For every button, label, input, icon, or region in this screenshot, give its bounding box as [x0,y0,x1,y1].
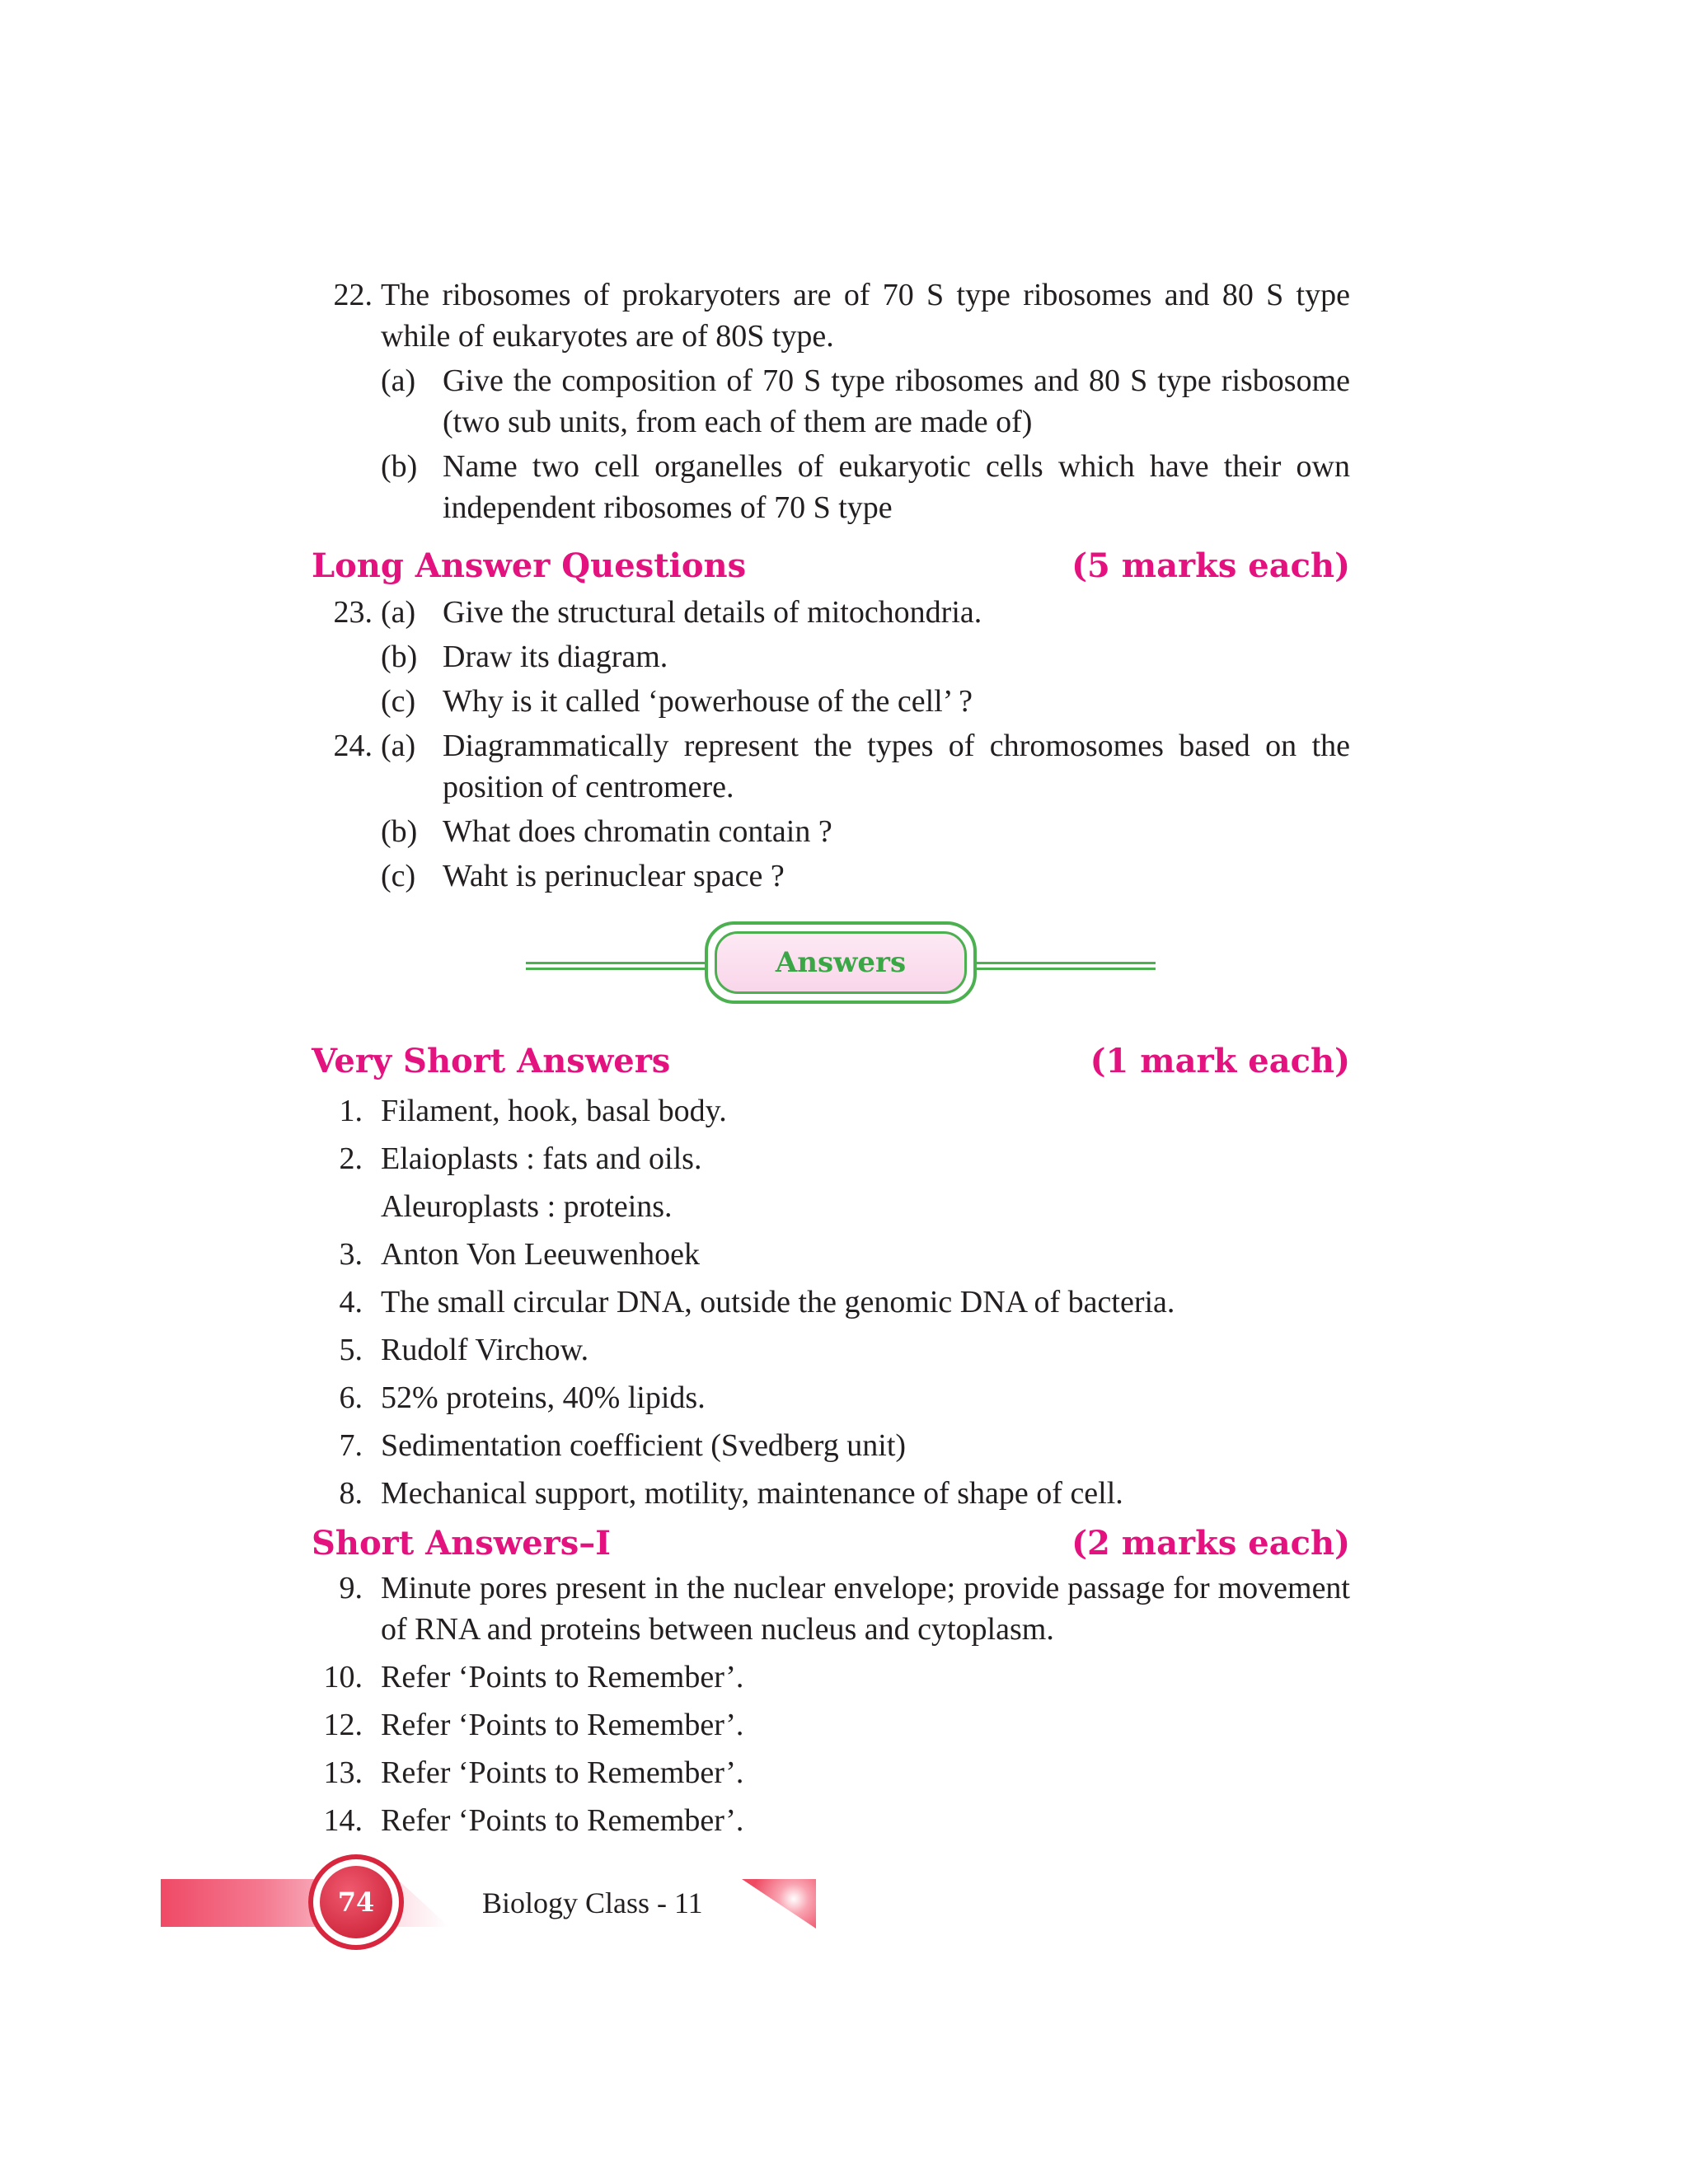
part-label: (c) [381,684,416,719]
footer-title: Biology Class - 11 [482,1886,703,1919]
item-number: 13. [323,1755,363,1790]
item-text: Anton Von Leeuwenhoek [381,1237,700,1272]
section-marks: (2 marks each) [1071,1524,1350,1563]
part-text: Name two cell organelles of eukaryotic cells which have their own independent ribosomes of 70 S type [443,449,1350,525]
part-text: Give the structural details of mitochondria. [443,595,982,630]
list-item [313,1653,1350,1701]
item-number: 1. [339,1094,363,1128]
question-22-part-b [381,446,1350,528]
section-marks: (1 mark each) [1090,1042,1350,1080]
section-marks: (5 marks each) [1071,546,1350,585]
question-number: 24. [333,729,373,763]
part-label: (b) [381,814,418,849]
question-23 [313,592,1350,633]
item-number: 3. [339,1237,363,1272]
item-text: Rudolf Virchow. [381,1333,589,1367]
section-heading-very-short [312,1042,1350,1080]
part-label: (b) [381,449,418,484]
page-number-badge [308,1854,404,1950]
item-text: Refer ‘Points to Remember’. [381,1708,744,1742]
question-24-part-c [381,855,1350,897]
item-text: Elaioplasts : fats and oils. [381,1141,702,1176]
part-label: (b) [381,640,418,674]
very-short-answer-list [313,1087,1350,1517]
question-22 [313,274,1350,357]
page-content [313,274,1350,1844]
list-item [313,1326,1350,1374]
item-number: 7. [339,1428,363,1463]
item-text: Mechanical support, motility, maintenance of shape of cell. [381,1476,1123,1511]
list-item [313,1749,1350,1797]
question-24-part-b [381,811,1350,852]
item-number: 10. [323,1660,363,1694]
part-text: Diagrammatically represent the types of chromosomes based on the position of centromere. [443,729,1350,804]
section-title: Very Short Answers [312,1042,671,1080]
footer-ribbon-right [742,1879,816,1929]
question-23-part-a [381,592,1350,633]
part-label: (a) [381,363,416,398]
short-answer-list [313,1568,1350,1844]
item-number: 6. [339,1380,363,1415]
footer-ribbon-left [161,1879,449,1927]
question-22-part-a [381,360,1350,443]
part-label: (a) [381,595,416,630]
section-heading-short-answers [312,1524,1350,1563]
list-item [313,1183,1350,1230]
item-text: Refer ‘Points to Remember’. [381,1803,744,1838]
question-24 [313,725,1350,808]
question-24-part-a [381,725,1350,808]
part-text: What does chromatin contain ? [443,814,832,849]
answers-banner [313,921,1350,1012]
banner-line-right [974,962,1156,970]
item-text: Minute pores present in the nuclear envelope; provide passage for movement of RNA and proteins between nucleus and cytoplasm. [381,1571,1350,1647]
item-number: 9. [339,1571,363,1605]
part-text: Why is it called ‘powerhouse of the cell’ ? [443,684,973,719]
list-item [313,1278,1350,1326]
item-number: 12. [323,1708,363,1742]
question-23-part-b [381,636,1350,677]
part-text: Waht is perinuclear space ? [443,859,785,893]
part-text: Give the composition of 70 S type ribosomes and 80 S type risbosome (two sub units, from each of them are made of) [443,363,1350,439]
page-number: 74 [320,1866,392,1938]
item-text: The small circular DNA, outside the genomic DNA of bacteria. [381,1285,1175,1319]
question-23-part-c [381,681,1350,722]
list-item [313,1374,1350,1422]
section-heading-long-answer [312,546,1350,585]
list-item [313,1797,1350,1844]
item-text: 52% proteins, 40% lipids. [381,1380,706,1415]
item-text: Refer ‘Points to Remember’. [381,1660,744,1694]
list-item [313,1568,1350,1650]
item-number: 14. [323,1803,363,1838]
question-number: 23. [333,595,373,630]
item-text: Filament, hook, basal body. [381,1094,727,1128]
section-title: Long Answer Questions [312,546,747,585]
list-item [313,1135,1350,1183]
banner-box [705,921,977,1004]
item-number: 4. [339,1285,363,1319]
list-item [313,1230,1350,1278]
page-footer [0,1854,1688,1961]
part-text: Draw its diagram. [443,640,668,674]
item-text: Sedimentation coefficient (Svedberg unit) [381,1428,907,1463]
list-item [313,1469,1350,1517]
item-text: Refer ‘Points to Remember’. [381,1755,744,1790]
part-label: (a) [381,729,416,763]
section-title: Short Answers–I [312,1524,611,1563]
list-item [313,1422,1350,1469]
part-label: (c) [381,859,416,893]
question-number: 22. [333,278,373,312]
item-text: Aleuroplasts : proteins. [381,1189,673,1224]
list-item [313,1701,1350,1749]
banner-line-left [526,962,707,970]
item-number: 2. [339,1141,363,1176]
list-item [313,1087,1350,1135]
item-number: 8. [339,1476,363,1511]
item-number: 5. [339,1333,363,1367]
banner-label: Answers [715,931,967,994]
question-text: The ribosomes of prokaryoters are of 70 S type ribosomes and 80 S type while of eukaryotes are of 80S type. [381,278,1350,354]
